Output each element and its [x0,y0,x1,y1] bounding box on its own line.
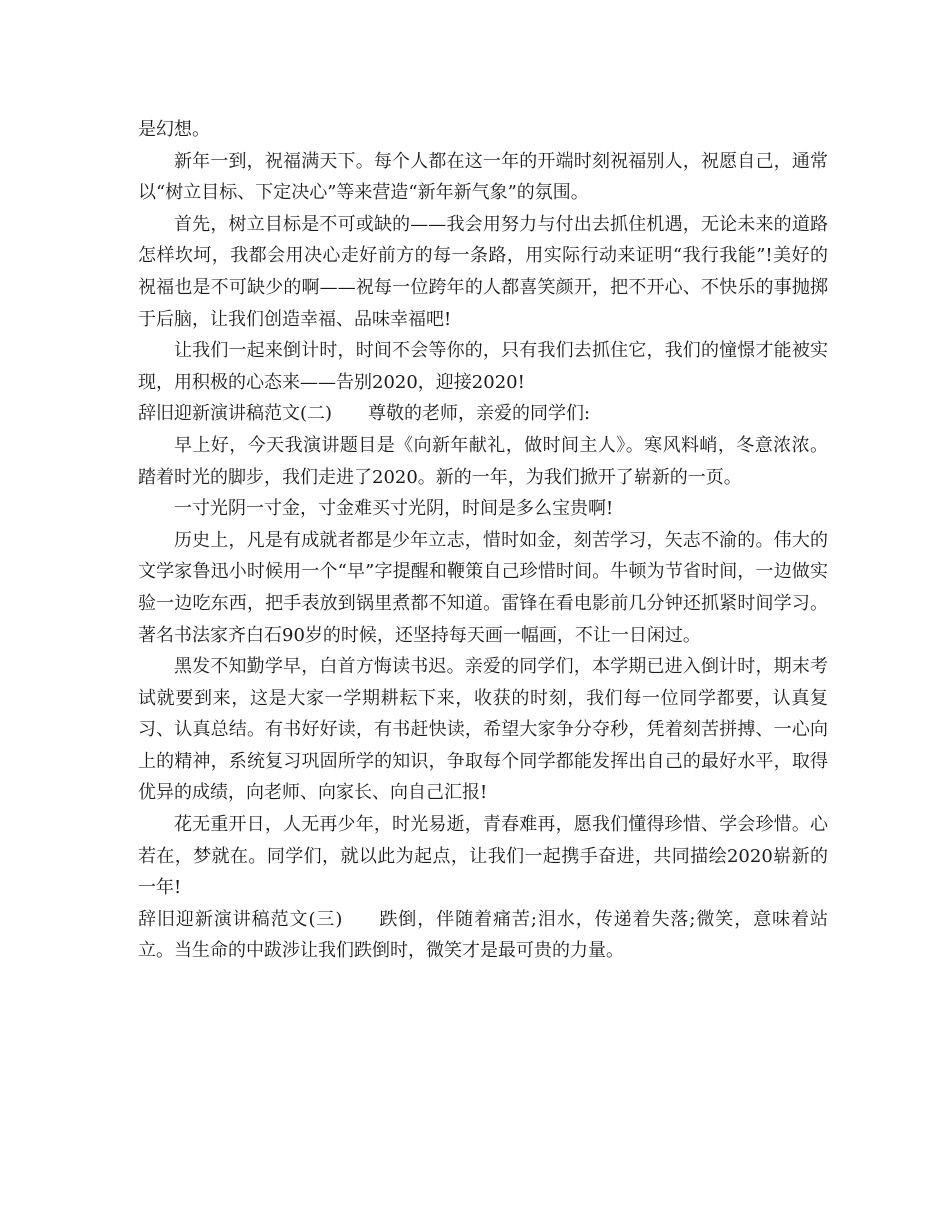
paragraph-continuation: 是幻想。 [138,119,210,140]
paragraph: 新年一到，祝福满天下。每个人都在这一年的开端时刻祝福别人，祝愿自己，通常以“树立目标、下定决心”等来营造“新年新气象”的氛围。 [138,150,828,204]
heading-trailing-text: 尊敬的老师，亲爱的同学们: [368,403,591,425]
paragraph: 首先，树立目标是不可或缺的——我会用努力与付出去抓住机遇，无论未来的道路怎样坎坷，我都会用决心走好前方的每一条路，用实际行动来证明“我行我能”!美好的祝福也是不可缺少的啊——祝每一位跨年的人都喜笑颜开，把不开心、不快乐的事抛掷于后脑，让我们创造幸福、品味幸福吧! [138,213,828,330]
heading-trailing-text: 跌倒，伴随着痛苦;泪水，传递着失落;微笑，意味着站立。当生命的中跋涉让我们跌倒时，微笑才是最可贵的力量。 [138,908,828,962]
section-heading: 辞旧迎新演讲稿范文(三) [138,908,343,930]
section-heading: 辞旧迎新演讲稿范文(二) [138,403,333,425]
paragraph: 黑发不知勤学早，白首方悔读书迟。亲爱的同学们，本学期已进入倒计时，期末考试就要到来，这是大家一学期耕耘下来，收获的时刻，我们每一位同学都要，认真复习、认真总结。有书好好读，有书赶快读，希望大家争分夺秒，凭着刻苦拼搏、一心向上的精神，系统复习巩固所学的知识，争取每个同学都能发挥出自己的最好水平，取得优异的成绩，向老师、向家长、向自己汇报! [138,656,828,804]
section-heading-line [138,398,828,430]
paragraph: 花无重开日，人无再少年，时光易逝，青春难再，愿我们懂得珍惜、学会珍惜。心若在，梦就在。同学们，就以此为起点，让我们一起携手奋进，共同描绘2020崭新的一年! [138,814,828,899]
paragraph: 一寸光阴一寸金，寸金难买寸光阴，时间是多么宝贵啊! [174,498,614,520]
section-heading-line [138,904,828,967]
document-body [138,114,828,967]
paragraph: 历史上，凡是有成就者都是少年立志，惜时如金，刻苦学习，矢志不渝的。伟大的文学家鲁迅小时候用一个“早”字提醒和鞭策自己珍惜时间。牛顿为节省时间，一边做实验一边吃东西，把手表放到锅里煮都不知道。雷锋在看电影前几分钟还抓紧时间学习。著名书法家齐白石90岁的时候，还坚持每天画一幅画，不让一日闲过。 [138,529,828,646]
paragraph: 早上好，今天我演讲题目是《向新年献礼，做时间主人》。寒风料峭，冬意浓浓。踏着时光的脚步，我们走进了2020。新的一年，为我们掀开了崭新的一页。 [138,434,828,488]
paragraph: 让我们一起来倒计时，时间不会等你的，只有我们去抓住它，我们的憧憬才能被实现，用积极的心态来——告别2020，迎接2020! [138,340,828,393]
